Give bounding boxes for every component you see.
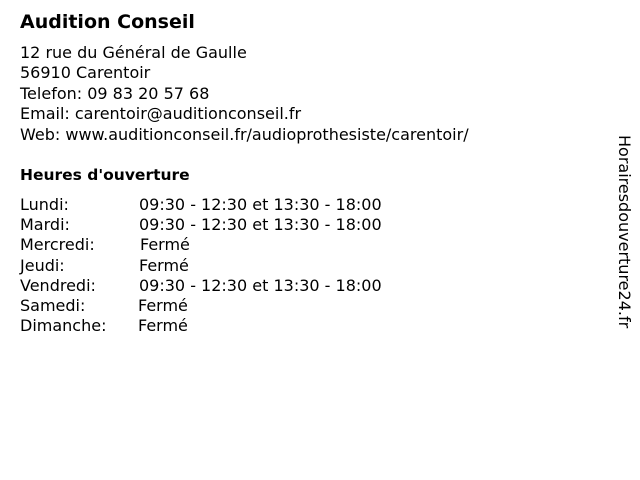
day-hours: Fermé — [138, 296, 188, 316]
day-hours: Fermé — [138, 316, 188, 336]
address-city: 56910 Carentoir — [20, 63, 151, 83]
hours-heading: Heures d'ouverture — [20, 166, 190, 185]
site-watermark: Horairesdouverture24.fr — [615, 135, 634, 329]
business-card — [20, 10, 600, 336]
hours-table — [20, 195, 600, 336]
hours-row-mardi — [20, 215, 600, 235]
web-line: Web: www.auditionconseil.fr/audioprothesiste/carentoir/ — [20, 124, 469, 144]
hours-row-mercredi — [20, 235, 600, 255]
day-label: Mercredi: — [20, 235, 95, 255]
business-name: Audition Conseil — [20, 11, 195, 33]
day-label: Samedi: — [20, 296, 86, 316]
day-hours: Fermé — [140, 235, 190, 255]
day-label: Mardi: — [20, 215, 70, 235]
day-hours: 09:30 - 12:30 et 13:30 - 18:00 — [139, 215, 382, 235]
hours-row-dimanche — [20, 316, 600, 336]
hours-row-lundi — [20, 195, 600, 215]
hours-row-samedi — [20, 296, 600, 316]
address-street: 12 rue du Général de Gaulle — [20, 43, 247, 62]
day-hours: 09:30 - 12:30 et 13:30 - 18:00 — [139, 275, 382, 295]
day-hours: Fermé — [139, 255, 189, 275]
day-label: Vendredi: — [20, 275, 96, 295]
hours-row-vendredi — [20, 276, 600, 296]
day-label: Dimanche: — [20, 316, 107, 336]
day-hours: 09:30 - 12:30 et 13:30 - 18:00 — [139, 195, 382, 215]
email-line: Email: carentoir@auditionconseil.fr — [20, 104, 302, 124]
day-label: Jeudi: — [20, 255, 65, 275]
hours-row-jeudi — [20, 256, 600, 276]
day-label: Lundi: — [20, 195, 69, 215]
phone-line: Telefon: 09 83 20 57 68 — [20, 83, 210, 103]
